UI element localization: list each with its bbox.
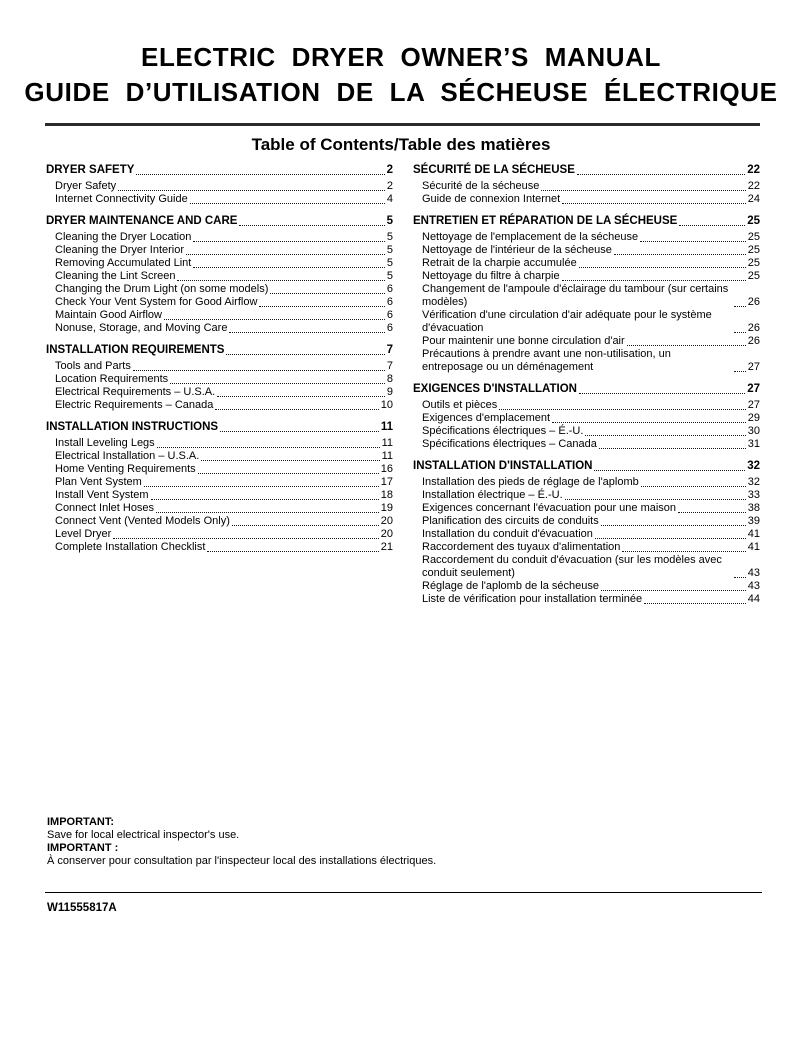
important-text-en: Save for local electrical inspector's use. xyxy=(47,829,240,841)
toc-entry xyxy=(46,502,393,515)
toc-entry xyxy=(46,283,393,296)
dot-leader xyxy=(678,512,746,513)
toc-entry-page: 22 xyxy=(747,164,760,176)
dot-leader xyxy=(217,396,385,397)
dot-leader xyxy=(614,254,746,255)
toc-entry-page: 27 xyxy=(747,361,760,373)
toc-left-column xyxy=(46,164,393,615)
toc-entry-page: 22 xyxy=(747,180,760,192)
toc-section-header xyxy=(413,215,760,228)
toc-entry-page: 10 xyxy=(380,399,393,411)
toc-entry-page: 9 xyxy=(386,386,393,398)
toc-entry-label: INSTALLATION INSTRUCTIONS xyxy=(46,421,219,433)
toc-entry-page: 25 xyxy=(747,215,760,227)
toc-entry xyxy=(46,399,393,412)
toc-entry-page: 21 xyxy=(380,541,393,553)
toc-entry-page: 31 xyxy=(747,438,760,450)
dot-leader xyxy=(133,370,385,371)
toc-entry-page: 39 xyxy=(747,515,760,527)
toc-entry-label: Changing the Drum Light (on some models) xyxy=(55,283,269,295)
dot-leader xyxy=(198,473,379,474)
dot-leader xyxy=(679,225,745,226)
toc-entry xyxy=(413,257,760,270)
toc-entry-label: Check Your Vent System for Good Airflow xyxy=(55,296,258,308)
dot-leader xyxy=(734,332,746,333)
toc-entry-page: 11 xyxy=(380,421,393,433)
toc-entry-page: 27 xyxy=(747,383,760,395)
toc-entry xyxy=(46,528,393,541)
toc-entry xyxy=(413,515,760,528)
title-english: ELECTRIC DRYER OWNER’S MANUAL xyxy=(141,42,661,72)
dot-leader xyxy=(215,409,378,410)
toc-entry xyxy=(46,309,393,322)
toc-entry-label: Spécifications électriques – Canada xyxy=(422,438,597,450)
toc-entry-page: 6 xyxy=(386,296,393,308)
toc-entry-label: Connect Inlet Hoses xyxy=(55,502,155,514)
toc-entry-label: Raccordement du conduit d'évacuation (sur les modèles avec conduit seulement) xyxy=(422,554,722,579)
toc-entry-label: ENTRETIEN ET RÉPARATION DE LA SÉCHEUSE xyxy=(413,215,678,227)
toc-entry xyxy=(413,193,760,206)
dot-leader xyxy=(156,512,379,513)
toc-entry-label: Nonuse, Storage, and Moving Care xyxy=(55,322,228,334)
toc-entry xyxy=(413,244,760,257)
dot-leader xyxy=(595,538,746,539)
toc-entry-page: 41 xyxy=(747,541,760,553)
toc-entry-page: 20 xyxy=(380,515,393,527)
toc-entry-page: 17 xyxy=(380,476,393,488)
dot-leader xyxy=(193,241,385,242)
toc-columns xyxy=(0,164,802,615)
toc-section xyxy=(46,164,393,206)
toc-entry-label: Précautions à prendre avant une non-utilisation, un entreposage ou un déménagement xyxy=(422,348,671,373)
toc-entry xyxy=(413,425,760,438)
toc-entry-page: 7 xyxy=(386,360,393,372)
toc-entry xyxy=(46,296,393,309)
toc-entry xyxy=(413,283,760,309)
toc-entry-page: 26 xyxy=(747,335,760,347)
toc-entry-label: Liste de vérification pour installation terminée xyxy=(422,593,643,605)
toc-entry xyxy=(413,309,760,335)
toc-entry-page: 16 xyxy=(380,463,393,475)
toc-entry xyxy=(413,180,760,193)
toc-entry xyxy=(46,463,393,476)
toc-entry xyxy=(46,257,393,270)
dot-leader xyxy=(207,551,378,552)
toc-entry xyxy=(46,476,393,489)
toc-entry-page: 29 xyxy=(747,412,760,424)
toc-entry-page: 43 xyxy=(747,567,760,579)
important-label-fr: IMPORTANT : xyxy=(47,842,119,854)
toc-entry xyxy=(46,360,393,373)
dot-leader xyxy=(577,174,745,175)
toc-entry xyxy=(46,386,393,399)
toc-entry xyxy=(413,270,760,283)
toc-entry-page: 2 xyxy=(386,164,393,176)
toc-entry xyxy=(46,322,393,335)
toc-entry xyxy=(413,541,760,554)
dot-leader xyxy=(734,371,746,372)
toc-entry-label: Connect Vent (Vented Models Only) xyxy=(55,515,230,527)
dot-leader xyxy=(601,525,746,526)
toc-entry-page: 5 xyxy=(386,257,393,269)
toc-entry-page: 32 xyxy=(747,476,760,488)
toc-entry xyxy=(46,231,393,244)
toc-entry-page: 5 xyxy=(386,244,393,256)
dot-leader xyxy=(562,203,746,204)
toc-entry-label: Cleaning the Dryer Interior xyxy=(55,244,185,256)
important-text-fr: À conserver pour consultation par l'inspecteur local des installations électriques. xyxy=(47,855,437,867)
toc-entry xyxy=(46,450,393,463)
dot-leader xyxy=(186,254,385,255)
toc-entry xyxy=(413,593,760,606)
title-divider xyxy=(45,123,760,126)
toc-entry-page: 26 xyxy=(747,296,760,308)
dot-leader xyxy=(136,174,384,175)
toc-entry-page: 32 xyxy=(747,460,760,472)
dot-leader xyxy=(565,499,746,500)
toc-entry-label: Dryer Safety xyxy=(55,180,117,192)
toc-entry-page: 5 xyxy=(386,270,393,282)
toc-entry-label: Spécifications électriques – É.-U. xyxy=(422,425,584,437)
toc-entry xyxy=(46,193,393,206)
toc-entry-label: Guide de connexion Internet xyxy=(422,193,561,205)
toc-entry-page: 6 xyxy=(386,322,393,334)
toc-section xyxy=(413,383,760,451)
dot-leader xyxy=(734,306,746,307)
toc-entry-page: 25 xyxy=(747,244,760,256)
dot-leader xyxy=(541,190,745,191)
toc-entry xyxy=(413,528,760,541)
dot-leader xyxy=(627,345,746,346)
dot-leader xyxy=(641,486,746,487)
toc-entry-label: Install Vent System xyxy=(55,489,149,501)
toc-entry xyxy=(413,554,760,580)
toc-entry-page: 5 xyxy=(386,231,393,243)
toc-section xyxy=(413,164,760,206)
toc-entry-page: 6 xyxy=(386,283,393,295)
toc-entry xyxy=(46,244,393,257)
toc-entry xyxy=(413,348,760,374)
toc-entry-page: 43 xyxy=(747,580,760,592)
toc-entry-page: 33 xyxy=(747,489,760,501)
toc-entry xyxy=(46,515,393,528)
toc-entry-page: 11 xyxy=(381,450,393,462)
toc-entry-label: EXIGENCES D'INSTALLATION xyxy=(413,383,577,395)
dot-leader xyxy=(113,538,379,539)
toc-entry xyxy=(46,270,393,283)
toc-entry-label: Nettoyage du filtre à charpie xyxy=(422,270,560,282)
toc-entry-label: Outils et pièces xyxy=(422,399,498,411)
toc-entry-label: Location Requirements xyxy=(55,373,169,385)
toc-entry xyxy=(46,541,393,554)
dot-leader xyxy=(644,603,746,604)
dot-leader xyxy=(562,280,746,281)
toc-entry-page: 2 xyxy=(386,180,393,192)
toc-entry-label: Sécurité de la sécheuse xyxy=(422,180,540,192)
toc-entry-label: Exigences d'emplacement xyxy=(422,412,551,424)
toc-entry-label: Cleaning the Lint Screen xyxy=(55,270,176,282)
dot-leader xyxy=(622,551,745,552)
dot-leader xyxy=(177,280,384,281)
toc-section-header xyxy=(413,164,760,177)
toc-section-header xyxy=(46,421,393,434)
toc-section xyxy=(46,344,393,412)
part-number: W11555817A xyxy=(47,902,117,914)
toc-entry-label: Installation électrique – É.-U. xyxy=(422,489,563,501)
toc-entry-label: Pour maintenir une bonne circulation d'air xyxy=(422,335,625,347)
toc-entry-page: 25 xyxy=(747,231,760,243)
dot-leader xyxy=(499,409,746,410)
toc-right-column xyxy=(413,164,760,615)
dot-leader xyxy=(579,393,745,394)
toc-entry-label: DRYER SAFETY xyxy=(46,164,135,176)
toc-entry xyxy=(413,335,760,348)
toc-section-header xyxy=(413,460,760,473)
toc-entry xyxy=(46,437,393,450)
toc-entry-label: Cleaning the Dryer Location xyxy=(55,231,192,243)
toc-entry xyxy=(413,489,760,502)
toc-entry-page: 8 xyxy=(386,373,393,385)
toc-entry-label: Nettoyage de l'intérieur de la sécheuse xyxy=(422,244,612,256)
dot-leader xyxy=(220,431,379,432)
toc-entry-label: INSTALLATION REQUIREMENTS xyxy=(46,344,225,356)
toc-entry-page: 41 xyxy=(747,528,760,540)
toc-section xyxy=(413,460,760,606)
dot-leader xyxy=(585,435,745,436)
toc-entry-label: Maintain Good Airflow xyxy=(55,309,162,321)
toc-section xyxy=(46,421,393,554)
dot-leader xyxy=(579,267,746,268)
toc-entry-page: 6 xyxy=(386,309,393,321)
toc-entry-label: Retrait de la charpie accumulée xyxy=(422,257,577,269)
toc-entry-page: 24 xyxy=(747,193,760,205)
dot-leader xyxy=(157,447,380,448)
toc-entry-label: Removing Accumulated Lint xyxy=(55,257,192,269)
toc-entry-page: 20 xyxy=(380,528,393,540)
dot-leader xyxy=(270,293,384,294)
toc-entry-label: Réglage de l'aplomb de la sécheuse xyxy=(422,580,599,592)
toc-entry xyxy=(46,489,393,502)
toc-entry-label: Electrical Installation – U.S.A. xyxy=(55,450,200,462)
footer-divider xyxy=(45,892,762,893)
toc-entry-label: Internet Connectivity Guide xyxy=(55,193,188,205)
toc-entry-label: Changement de l'ampoule d'éclairage du tambour (sur certains modèles) xyxy=(422,283,729,308)
toc-entry-page: 25 xyxy=(747,270,760,282)
dot-leader xyxy=(190,203,385,204)
toc-entry-label: Electric Requirements – Canada xyxy=(55,399,214,411)
toc-entry xyxy=(413,399,760,412)
toc-entry-label: Plan Vent System xyxy=(55,476,142,488)
toc-entry-page: 27 xyxy=(747,399,760,411)
toc-entry xyxy=(413,438,760,451)
toc-entry-label: INSTALLATION D'INSTALLATION xyxy=(413,460,593,472)
toc-entry-page: 26 xyxy=(747,322,760,334)
toc-entry-label: Vérification d'une circulation d'air adéquate pour le système d'évacuation xyxy=(422,309,712,334)
toc-entry-label: Complete Installation Checklist xyxy=(55,541,206,553)
toc-section-header xyxy=(46,344,393,357)
dot-leader xyxy=(118,190,385,191)
dot-leader xyxy=(734,577,746,578)
toc-entry-label: DRYER MAINTENANCE AND CARE xyxy=(46,215,238,227)
dot-leader xyxy=(151,499,379,500)
toc-entry-label: Electrical Requirements – U.S.A. xyxy=(55,386,216,398)
toc-entry-label: Nettoyage de l'emplacement de la sécheuse xyxy=(422,231,639,243)
dot-leader xyxy=(232,525,379,526)
important-label-en: IMPORTANT: xyxy=(47,816,115,828)
toc-entry-label: Installation du conduit d'évacuation xyxy=(422,528,593,540)
dot-leader xyxy=(594,470,745,471)
toc-entry xyxy=(46,180,393,193)
toc-entry-label: Level Dryer xyxy=(55,528,112,540)
toc-entry-page: 11 xyxy=(381,437,393,449)
toc-entry xyxy=(413,580,760,593)
important-note xyxy=(47,816,436,868)
dot-leader xyxy=(239,225,384,226)
toc-entry-label: SÉCURITÉ DE LA SÉCHEUSE xyxy=(413,164,575,176)
toc-entry-label: Exigences concernant l'évacuation pour une maison xyxy=(422,502,677,514)
toc-section xyxy=(46,215,393,335)
dot-leader xyxy=(193,267,385,268)
dot-leader xyxy=(259,306,384,307)
toc-entry-page: 7 xyxy=(386,344,393,356)
toc-entry-page: 38 xyxy=(747,502,760,514)
toc-entry-page: 18 xyxy=(380,489,393,501)
toc-entry xyxy=(413,412,760,425)
toc-section-header xyxy=(46,215,393,228)
dot-leader xyxy=(201,460,379,461)
toc-entry xyxy=(46,373,393,386)
title-french: GUIDE D’UTILISATION DE LA SÉCHEUSE ÉLECTRIQUE xyxy=(24,77,778,107)
toc-entry-label: Install Leveling Legs xyxy=(55,437,155,449)
page-header xyxy=(0,0,802,110)
toc-entry-label: Tools and Parts xyxy=(55,360,131,372)
toc-entry xyxy=(413,231,760,244)
dot-leader xyxy=(164,319,385,320)
dot-leader xyxy=(640,241,746,242)
toc-entry-label: Installation des pieds de réglage de l'aplomb xyxy=(422,476,639,488)
toc-section-header xyxy=(413,383,760,396)
dot-leader xyxy=(599,448,746,449)
toc-entry-page: 44 xyxy=(747,593,760,605)
toc-entry-page: 25 xyxy=(747,257,760,269)
dot-leader xyxy=(170,383,385,384)
dot-leader xyxy=(144,486,379,487)
toc-heading: Table of Contents/Table des matières xyxy=(251,135,551,154)
dot-leader xyxy=(601,590,746,591)
toc-entry-page: 30 xyxy=(747,425,760,437)
toc-entry-page: 19 xyxy=(380,502,393,514)
toc-entry xyxy=(413,476,760,489)
toc-entry-page: 4 xyxy=(386,193,393,205)
toc-entry xyxy=(413,502,760,515)
dot-leader xyxy=(226,354,384,355)
toc-section xyxy=(413,215,760,374)
dot-leader xyxy=(552,422,746,423)
toc-entry-page: 5 xyxy=(386,215,393,227)
toc-entry-label: Home Venting Requirements xyxy=(55,463,196,475)
toc-section-header xyxy=(46,164,393,177)
toc-entry-label: Raccordement des tuyaux d'alimentation xyxy=(422,541,621,553)
toc-entry-label: Planification des circuits de conduits xyxy=(422,515,599,527)
dot-leader xyxy=(229,332,384,333)
